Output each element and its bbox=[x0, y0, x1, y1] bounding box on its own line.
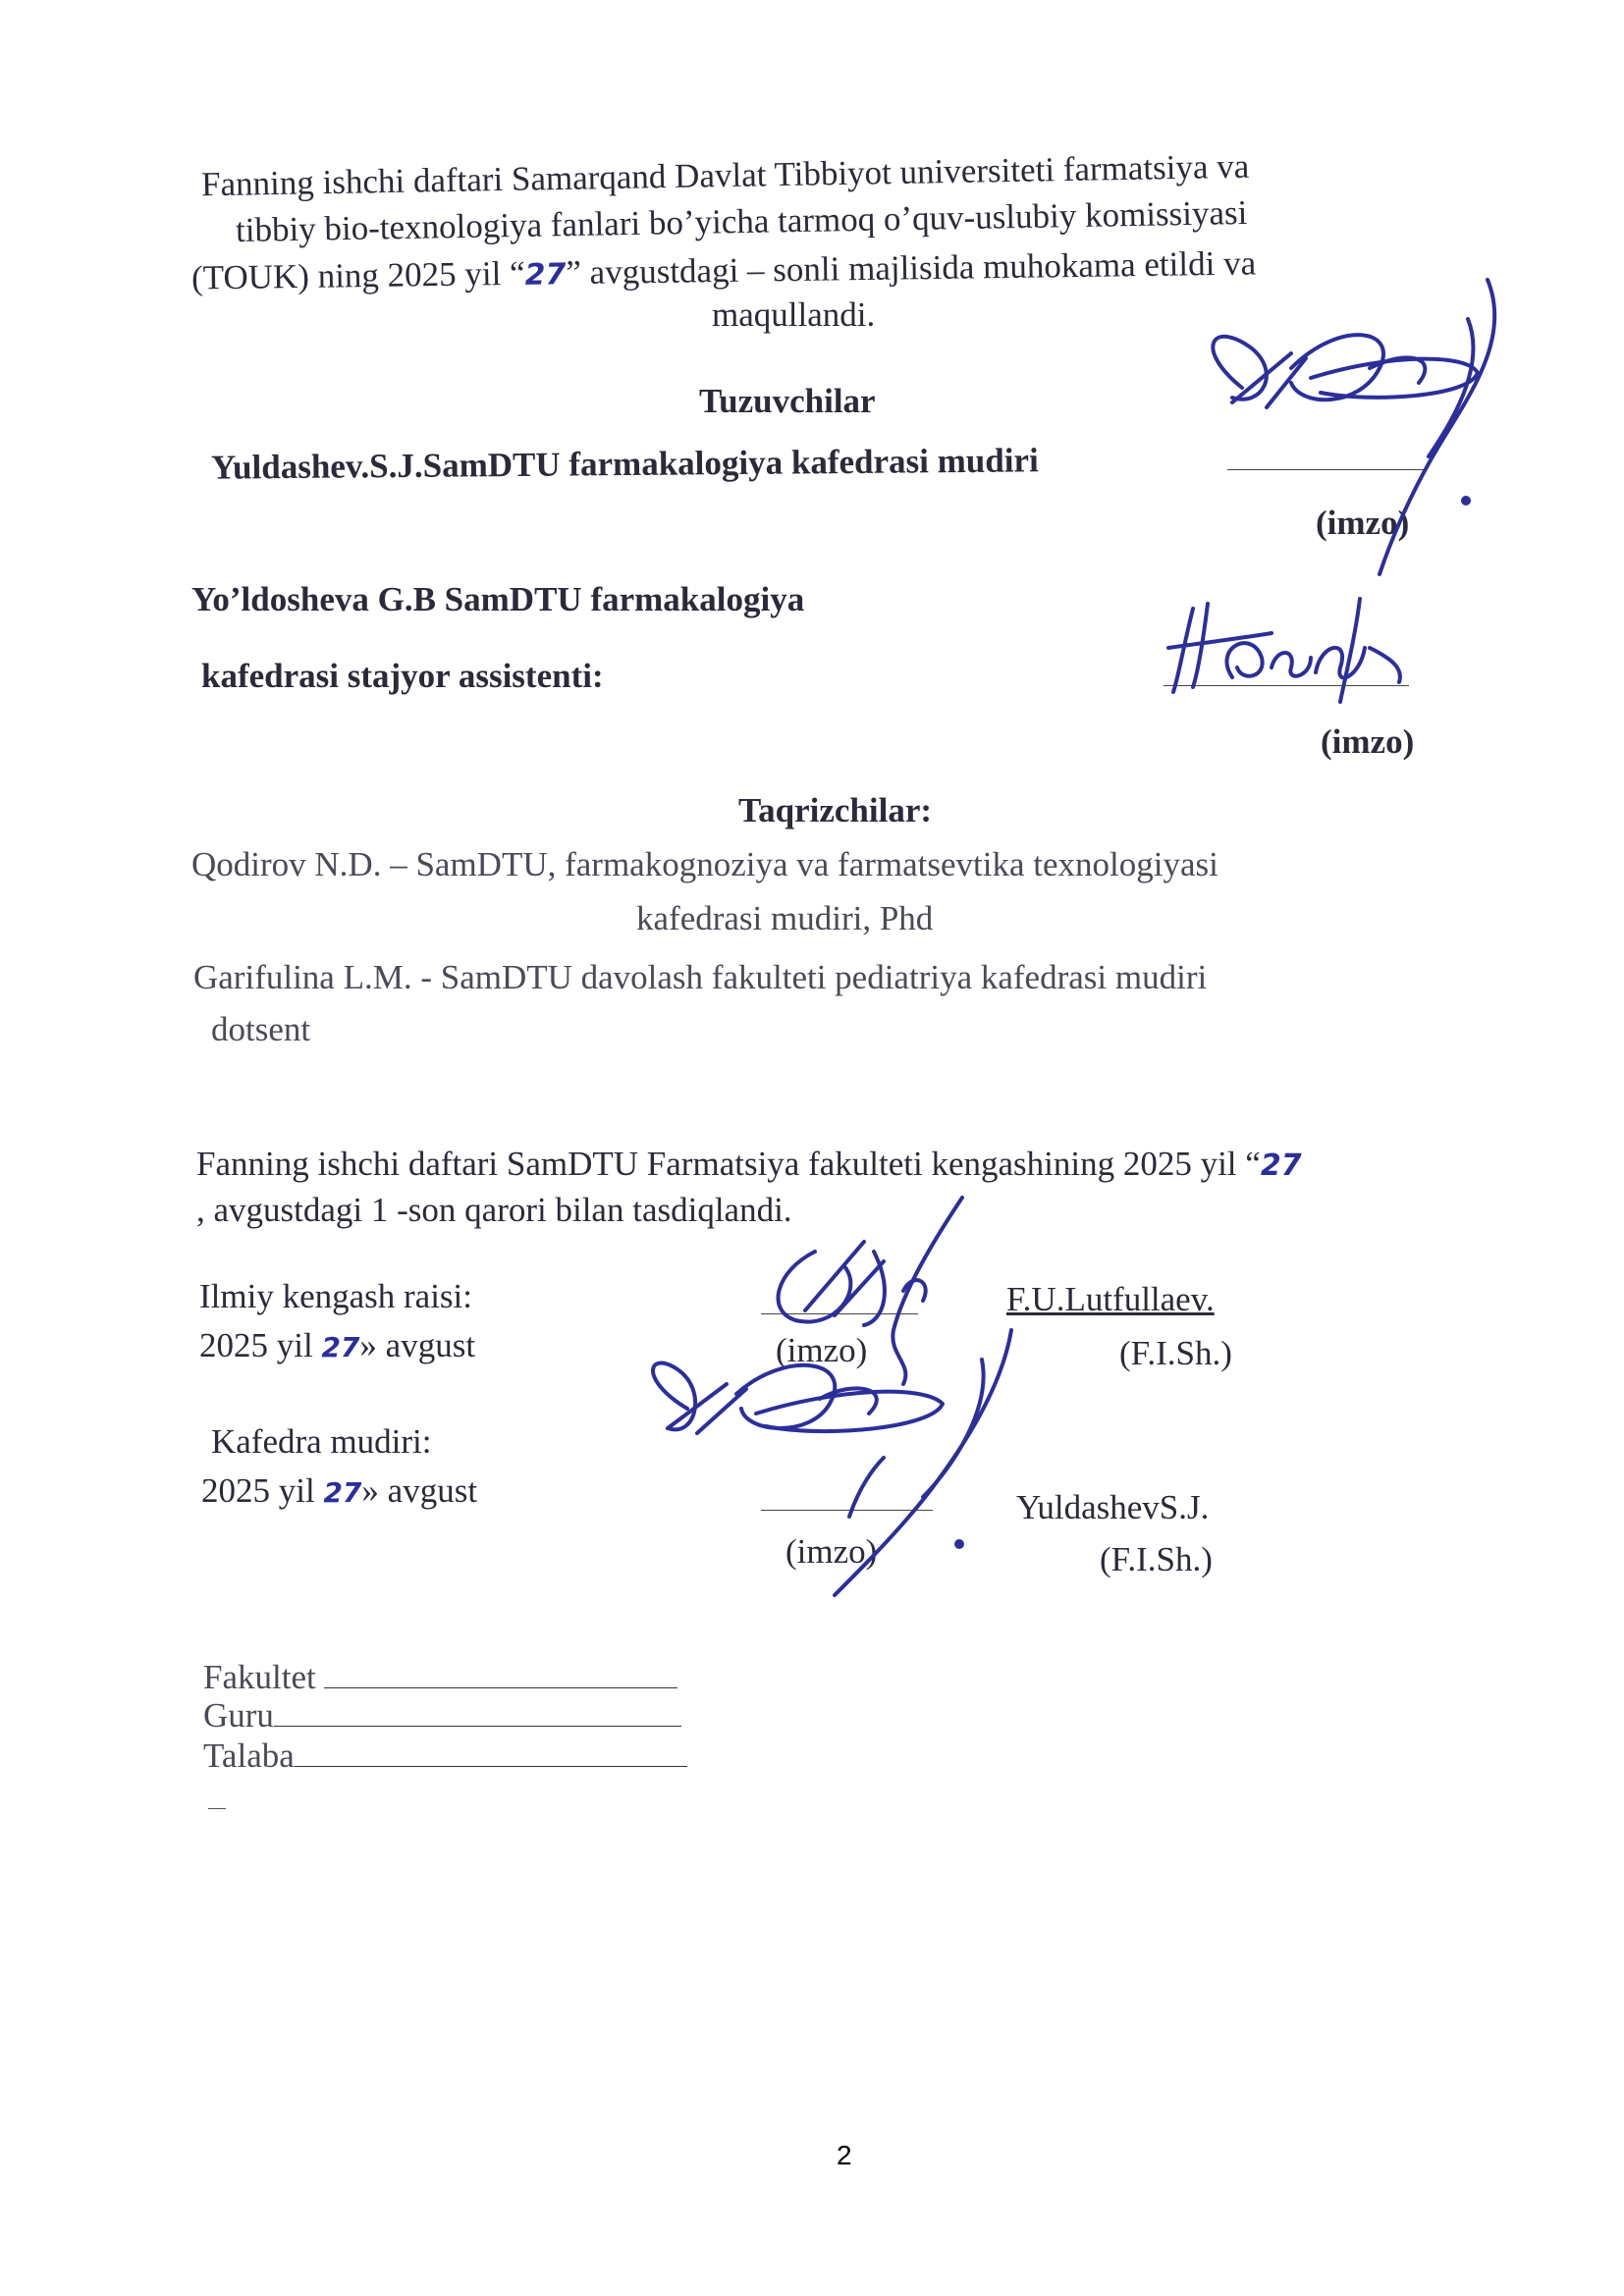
handwritten-day: 27 bbox=[524, 257, 567, 293]
name-label: (F.I.Sh.) bbox=[1119, 1334, 1232, 1372]
department-name: YuldashevS.J. bbox=[1016, 1488, 1210, 1526]
name-label: (F.I.Sh.) bbox=[1100, 1540, 1213, 1578]
approval-line: , avgustdagi 1 -son qarori bilan tasdiqlandi. bbox=[196, 1191, 792, 1229]
signature-yuldashev-top bbox=[1173, 260, 1566, 584]
council-name: F.U.Lutfullaev. bbox=[1006, 1280, 1215, 1318]
council-label: Ilmiy kengash raisi: bbox=[199, 1277, 473, 1315]
group-field: Guru bbox=[203, 1695, 681, 1736]
council-date: 2025 yil 27» avgust bbox=[199, 1326, 476, 1364]
reviewers-heading: Taqrizchilar: bbox=[738, 791, 933, 829]
handwritten-day: 27 bbox=[1260, 1148, 1302, 1183]
intro-line: (TOUK) ning 2025 yil “27” avgustdagi – sonli majlisida muhokama etildi va bbox=[190, 243, 1257, 297]
signature-label: (imzo) bbox=[1321, 722, 1415, 761]
approval-line: Fanning ishchi daftari SamDTU Farmatsiya fakulteti kengashining 2025 yil “27 bbox=[196, 1145, 1302, 1183]
dash-mark bbox=[208, 1808, 226, 1809]
reviewer-line: dotsent bbox=[211, 1010, 311, 1048]
signature-label: (imzo) bbox=[1316, 504, 1410, 542]
signature-yoldosheva bbox=[1164, 589, 1429, 707]
faculty-field: Fakultet bbox=[203, 1657, 677, 1698]
compilers-heading: Tuzuvchilar bbox=[699, 382, 876, 420]
intro-line: tibbiy bio-texnologiya fanlari bo’yicha tarmoq o’quv-uslubiy komissiyasi bbox=[235, 193, 1248, 249]
reviewer-line: Qodirov N.D. – SamDTU, farmakognoziya va farmatsevtika texnologiyasi bbox=[191, 845, 1218, 883]
department-label: Kafedra mudiri: bbox=[211, 1422, 432, 1461]
group-blank bbox=[274, 1726, 681, 1727]
student-field: Talaba bbox=[203, 1735, 687, 1777]
student-blank bbox=[295, 1766, 687, 1767]
signature-label: (imzo) bbox=[776, 1331, 868, 1369]
department-date: 2025 yil 27» avgust bbox=[201, 1471, 478, 1510]
reviewer-line: Garifulina L.M. - SamDTU davolash fakulteti pediatriya kafedrasi mudiri bbox=[193, 958, 1208, 996]
intro-line: Fanning ishchi daftari Samarqand Davlat Tibbiyot universiteti farmatsiya va bbox=[200, 146, 1250, 204]
compiler-name: Yo’ldosheva G.B SamDTU farmakalogiya bbox=[191, 580, 805, 618]
handwritten-day: 27 bbox=[323, 1476, 362, 1509]
faculty-blank bbox=[324, 1687, 677, 1688]
compiler-name: Yuldashev.S.J.SamDTU farmakalogiya kafedrasi mudiri bbox=[210, 441, 1039, 487]
page-number: 2 bbox=[837, 2140, 852, 2170]
reviewer-line: kafedrasi mudiri, Phd bbox=[636, 899, 934, 937]
intro-line: maqullandi. bbox=[712, 295, 876, 334]
compiler-position: kafedrasi stajyor assistenti: bbox=[201, 657, 604, 695]
handwritten-day: 27 bbox=[321, 1331, 360, 1363]
signature-yuldashev-bottom bbox=[609, 1310, 1041, 1605]
signature-label: (imzo) bbox=[785, 1532, 878, 1571]
